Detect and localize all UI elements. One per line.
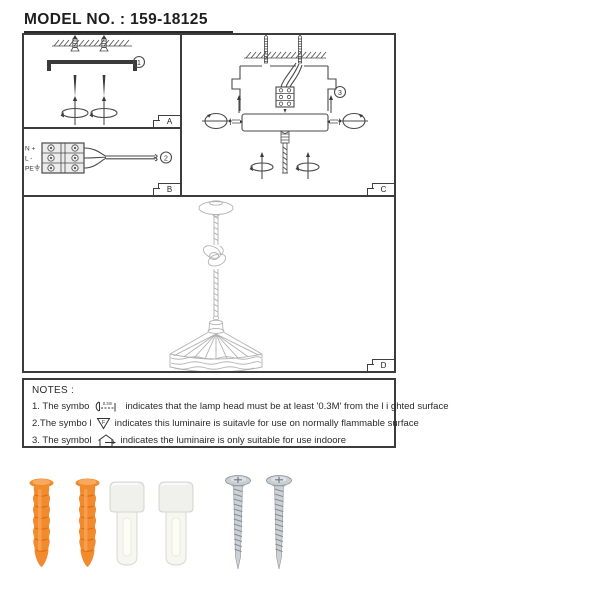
side-screw-left	[231, 119, 244, 126]
rotate-arrow-icon	[338, 114, 369, 129]
note-2-prefix: 2.The symbo l	[32, 417, 92, 429]
screw-icon	[74, 75, 77, 97]
panel-assembled-pendant-lamp	[24, 197, 394, 371]
earth-symbol-icon	[35, 165, 40, 171]
step-3-number: 3	[338, 89, 342, 97]
screw-icon	[103, 75, 106, 97]
note-3-text: indicates the luminaire is only suitable for use indoore	[120, 435, 346, 446]
panel-c-tab: C	[372, 183, 394, 195]
up-arrow-icon	[329, 95, 333, 113]
lamp-shade	[170, 316, 262, 371]
indoor-use-house-icon	[96, 433, 117, 448]
terminal-label-live: L -	[25, 155, 33, 163]
note-1-prefix: 1. The symbo	[32, 400, 90, 412]
wall-plug-anchor-1	[27, 477, 56, 570]
rotate-arrow-icon	[90, 96, 118, 125]
side-screw-right	[327, 119, 340, 126]
rotate-arrow-icon	[296, 152, 320, 179]
terminal-block	[276, 87, 294, 113]
ceiling-screw-icon	[264, 35, 267, 63]
notes-box	[22, 378, 449, 448]
lamp-min-distance-icon	[93, 399, 121, 413]
notes-heading: NOTES :	[32, 385, 75, 396]
panel-d-tab: D	[372, 359, 394, 371]
canopy-outline	[232, 66, 336, 111]
supply-wires	[281, 63, 302, 87]
ceiling-canopy	[199, 201, 233, 216]
panel-b-tab: B	[158, 183, 180, 195]
model-number-title: MODEL NO. : 159-18125	[24, 11, 233, 33]
panel-a-tab: A	[158, 115, 180, 127]
mounting-screw-1	[224, 473, 252, 573]
pendant-lamp-drawing	[24, 197, 394, 371]
note-3	[32, 433, 386, 448]
rotate-arrow-icon	[202, 114, 233, 129]
wire-connector-cap-1	[106, 478, 148, 569]
canopy-mounting-drawing	[182, 35, 394, 195]
wall-plug-anchor-icon	[71, 35, 79, 51]
ceiling-hatch	[244, 52, 326, 58]
diagram-frame	[22, 33, 396, 373]
note-3-prefix: 3. The symbol	[32, 435, 92, 446]
ceiling-hatch	[52, 40, 132, 46]
terminal-label-earth: PE	[25, 165, 34, 173]
panel-step2-wiring	[24, 129, 182, 197]
terminal-wiring-drawing	[24, 129, 180, 195]
rope-knot	[202, 243, 228, 268]
note-2-text: indicates this luminaire is suitavle for use on normally flammable surface	[114, 417, 419, 429]
rotate-arrow-icon	[61, 96, 89, 125]
flammable-surface-f-icon	[96, 417, 111, 430]
wire-connector-cap-2	[155, 478, 197, 569]
note-1	[32, 399, 449, 413]
note-2	[32, 417, 419, 430]
note-1-text: indicates that the lamp head must be at least '0.3M' from the l i ghted surface	[125, 400, 449, 412]
min-distance-label: 0.3m	[103, 401, 113, 406]
step-1-number: 1	[137, 59, 141, 67]
step-2-number: 2	[164, 155, 168, 163]
terminal-block	[42, 143, 84, 173]
bracket-mounting-drawing	[24, 35, 180, 127]
mounting-bracket-bar	[49, 62, 135, 71]
terminal-label-neutral: N +	[25, 145, 36, 153]
ceiling-screw-icon	[298, 35, 301, 63]
f-mark-label: F	[101, 419, 105, 426]
panel-step3-canopy-mounting	[182, 35, 394, 197]
wall-plug-anchor-2	[73, 477, 102, 570]
mounting-plate	[242, 114, 328, 131]
panel-step1-bracket-mounting	[24, 35, 182, 129]
threaded-stem	[281, 131, 289, 173]
rotate-arrow-icon	[250, 152, 274, 179]
mounting-screw-2	[265, 473, 293, 573]
hardware-row	[0, 466, 600, 581]
supply-wires	[84, 148, 157, 168]
